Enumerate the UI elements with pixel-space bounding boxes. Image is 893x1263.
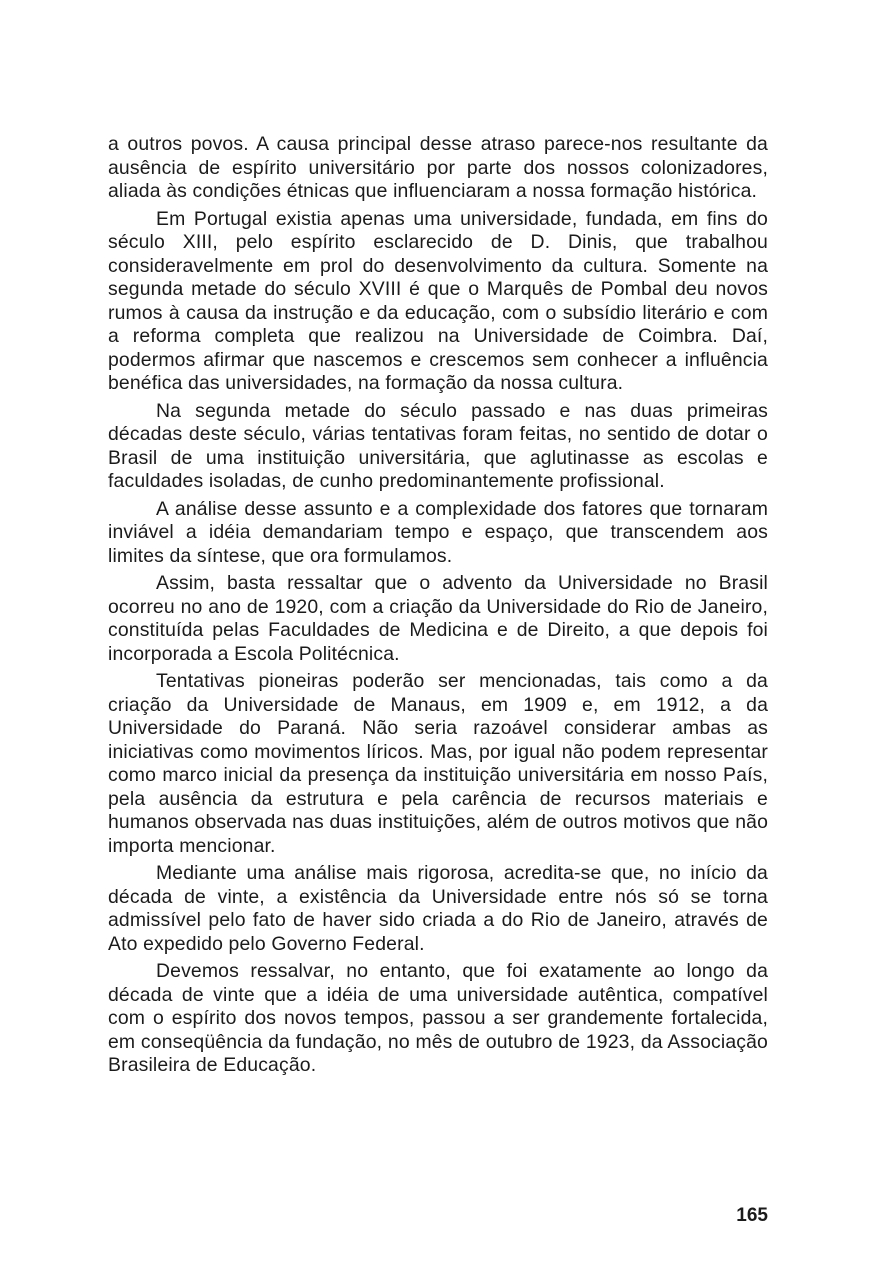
paragraph-3: Na segunda metade do século passado e nas duas primeiras décadas deste século, várias tentativas foram feitas, no sentido de dotar o Brasil de uma instituição universitária, que aglutinasse as escolas e faculdades isoladas, de cunho predominantemente profissional. — [108, 399, 768, 492]
paragraph-6: Tentativas pioneiras poderão ser mencionadas, tais como a da criação da Universidade de Manaus, em 1909 e, em 1912, a da Universidade do Paraná. Não seria razoável considerar ambas as iniciativas como movimentos líricos. Mas, por igual não podem representar como marco inicial da presença da instituição universitária em nosso País, pela ausência da estrutura e pela carência de recursos materiais e humanos observada nas duas instituições, além de outros motivos que não importa mencionar. — [108, 670, 768, 857]
paragraph-8: Devemos ressalvar, no entanto, que foi exatamente ao longo da década de vinte que a idéia de uma universidade autêntica, compatível com o espírito dos novos tempos, passou a ser grandemente fortalecida, em conseqüência da fundação, no mês de outubro de 1923, da Associação Brasileira de Educação. — [108, 960, 768, 1076]
body-text — [108, 133, 768, 1082]
paragraph-1: a outros povos. A causa principal desse atraso parece-nos resultante da ausência de espírito universitário por parte dos nossos colonizadores, aliada às condições étnicas que influenciaram a nossa formação histórica. — [108, 133, 768, 202]
paragraph-7: Mediante uma análise mais rigorosa, acredita-se que, no início da década de vinte, a existência da Universidade entre nós só se torna admissível pelo fato de haver sido criada a do Rio de Janeiro, através de Ato expedido pelo Governo Federal. — [108, 862, 768, 955]
paragraph-5: Assim, basta ressaltar que o advento da Universidade no Brasil ocorreu no ano de 1920, com a criação da Universidade do Rio de Janeiro, constituída pelas Faculdades de Medicina e de Direito, a que depois foi incorporada a Escola Politécnica. — [108, 572, 768, 665]
page-number: 165 — [736, 1205, 768, 1226]
paragraph-2: Em Portugal existia apenas uma universidade, fundada, em fins do século XIII, pelo espírito esclarecido de D. Dinis, que trabalhou consideravelmente em prol do desenvolvimento da cultura. Somente na segunda metade do século XVIII é que o Marquês de Pombal deu novos rumos à causa da instrução e da educação, com o subsídio literário e com a reforma completa que realizou na Universidade de Coimbra. Daí, podermos afirmar que nascemos e crescemos sem conhecer a influência benéfica das universidades, na formação da nossa cultura. — [108, 207, 768, 394]
paragraph-4: A análise desse assunto e a complexidade dos fatores que tornaram inviável a idéia demandariam tempo e espaço, que transcendem aos limites da síntese, que ora formulamos. — [108, 497, 768, 567]
